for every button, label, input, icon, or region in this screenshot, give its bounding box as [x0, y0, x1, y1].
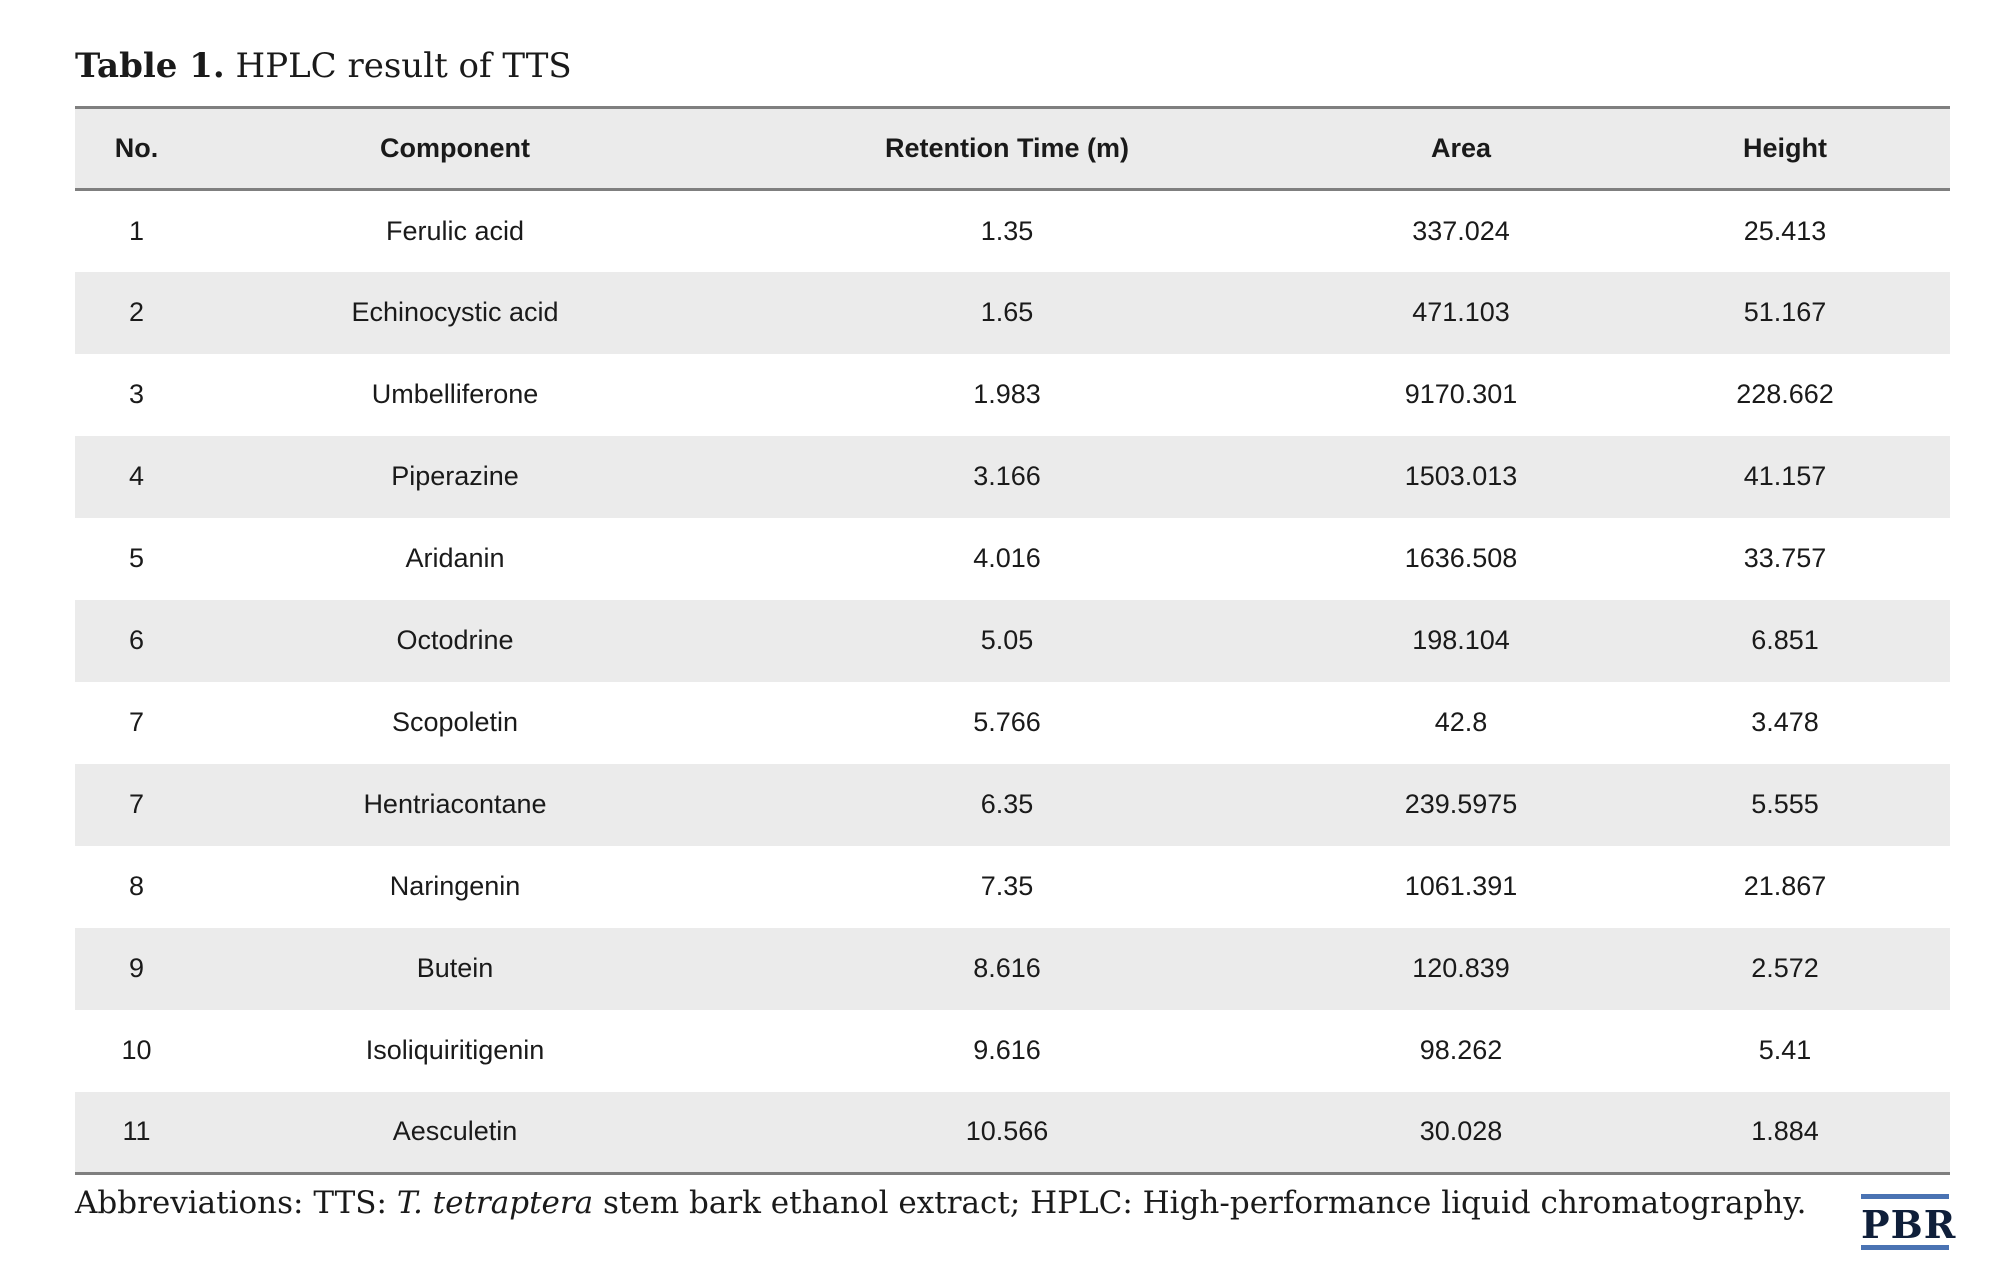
table-row — [75, 600, 1950, 682]
table-body — [75, 190, 1950, 1174]
cell-area: 30.028 — [1419, 1116, 1503, 1147]
cell-component: Umbelliferone — [371, 379, 539, 409]
cell-area: 120.839 — [1412, 953, 1510, 983]
header-area: Area — [1302, 108, 1620, 190]
cell-retention-time: 5.05 — [980, 625, 1034, 655]
cell-component: Hentriacontane — [363, 789, 547, 819]
table-row — [75, 354, 1950, 436]
cell-area: 1636.508 — [1404, 543, 1518, 573]
cell-no: 9 — [128, 953, 145, 983]
table-row — [75, 928, 1950, 1010]
cell-retention-time: 3.166 — [973, 461, 1041, 491]
cell-height: 5.41 — [1758, 1035, 1812, 1065]
cell-area: 471.103 — [1412, 297, 1510, 327]
cell-no: 7 — [128, 707, 145, 737]
cell-no: 8 — [128, 871, 145, 901]
cell-retention-time: 9.616 — [973, 1035, 1041, 1065]
cell-retention-time: 1.35 — [980, 215, 1034, 246]
cell-retention-time: 1.983 — [973, 379, 1041, 409]
footnote-prefix: Abbreviations: TTS: — [75, 1185, 397, 1221]
cell-height: 1.884 — [1751, 1116, 1819, 1147]
cell-component: Aridanin — [405, 543, 505, 573]
cell-height: 51.167 — [1743, 297, 1827, 327]
cell-height: 2.572 — [1751, 953, 1819, 983]
cell-retention-time: 5.766 — [973, 707, 1041, 737]
table-row — [75, 518, 1950, 600]
cell-no: 5 — [128, 543, 145, 573]
cell-no: 11 — [122, 1116, 151, 1147]
table-row — [75, 1010, 1950, 1092]
cell-height: 21.867 — [1743, 871, 1827, 901]
cell-height: 6.851 — [1751, 625, 1819, 655]
cell-area: 239.5975 — [1404, 789, 1518, 819]
cell-height: 3.478 — [1751, 707, 1819, 737]
table-row — [75, 764, 1950, 846]
header-component: Component — [198, 108, 712, 190]
cell-height: 41.157 — [1743, 461, 1827, 491]
cell-component: Octodrine — [396, 625, 514, 655]
table-footnote — [75, 1181, 1807, 1225]
footnote-suffix: stem bark ethanol extract; HPLC: High-performance liquid chromatography. — [593, 1185, 1807, 1221]
header-height: Height — [1620, 108, 1950, 190]
header-no: No. — [75, 108, 198, 190]
cell-retention-time: 6.35 — [980, 789, 1034, 819]
cell-height: 5.555 — [1751, 789, 1819, 819]
cell-component: Scopoletin — [391, 707, 519, 737]
cell-area: 1061.391 — [1404, 871, 1518, 901]
table-row — [75, 190, 1950, 272]
cell-height: 25.413 — [1743, 215, 1827, 246]
table-row — [75, 272, 1950, 354]
cell-component: Butein — [416, 953, 494, 983]
table-caption-text: HPLC result of TTS — [224, 46, 572, 86]
cell-area: 42.8 — [1434, 707, 1488, 737]
cell-retention-time: 1.65 — [980, 297, 1034, 327]
cell-component: Echinocystic acid — [351, 297, 559, 327]
header-retention-time: Retention Time (m) — [712, 108, 1302, 190]
table-row — [75, 1092, 1950, 1174]
cell-no: 2 — [128, 297, 145, 327]
cell-area: 9170.301 — [1404, 379, 1518, 409]
cell-height: 33.757 — [1743, 543, 1827, 573]
cell-area: 1503.013 — [1404, 461, 1518, 491]
cell-retention-time: 10.566 — [965, 1116, 1049, 1147]
table-row — [75, 436, 1950, 518]
cell-area: 337.024 — [1412, 215, 1510, 246]
cell-area: 98.262 — [1419, 1035, 1503, 1065]
cell-component: Ferulic acid — [385, 215, 525, 246]
table-row — [75, 846, 1950, 928]
table-row — [75, 682, 1950, 764]
cell-component: Naringenin — [389, 871, 521, 901]
cell-component: Piperazine — [391, 461, 519, 491]
cell-no: 3 — [128, 379, 145, 409]
cell-height: 228.662 — [1736, 379, 1834, 409]
cell-no: 4 — [128, 461, 145, 491]
hplc-results-table — [75, 106, 1950, 1175]
cell-area: 198.104 — [1412, 625, 1510, 655]
cell-retention-time: 8.616 — [973, 953, 1041, 983]
cell-no: 6 — [128, 625, 145, 655]
cell-retention-time: 4.016 — [973, 543, 1041, 573]
table-caption-label: Table 1. — [75, 46, 225, 86]
cell-no: 10 — [121, 1035, 152, 1065]
cell-component: Aesculetin — [392, 1116, 518, 1147]
table-header-row — [75, 108, 1950, 190]
cell-no: 7 — [128, 789, 145, 819]
cell-retention-time: 7.35 — [980, 871, 1034, 901]
footnote-species: T. tetraptera — [396, 1185, 594, 1221]
table-caption — [75, 44, 572, 88]
publisher-logo: PBR — [1861, 1194, 1949, 1250]
cell-no: 1 — [128, 215, 145, 246]
cell-component: Isoliquiritigenin — [365, 1035, 545, 1065]
